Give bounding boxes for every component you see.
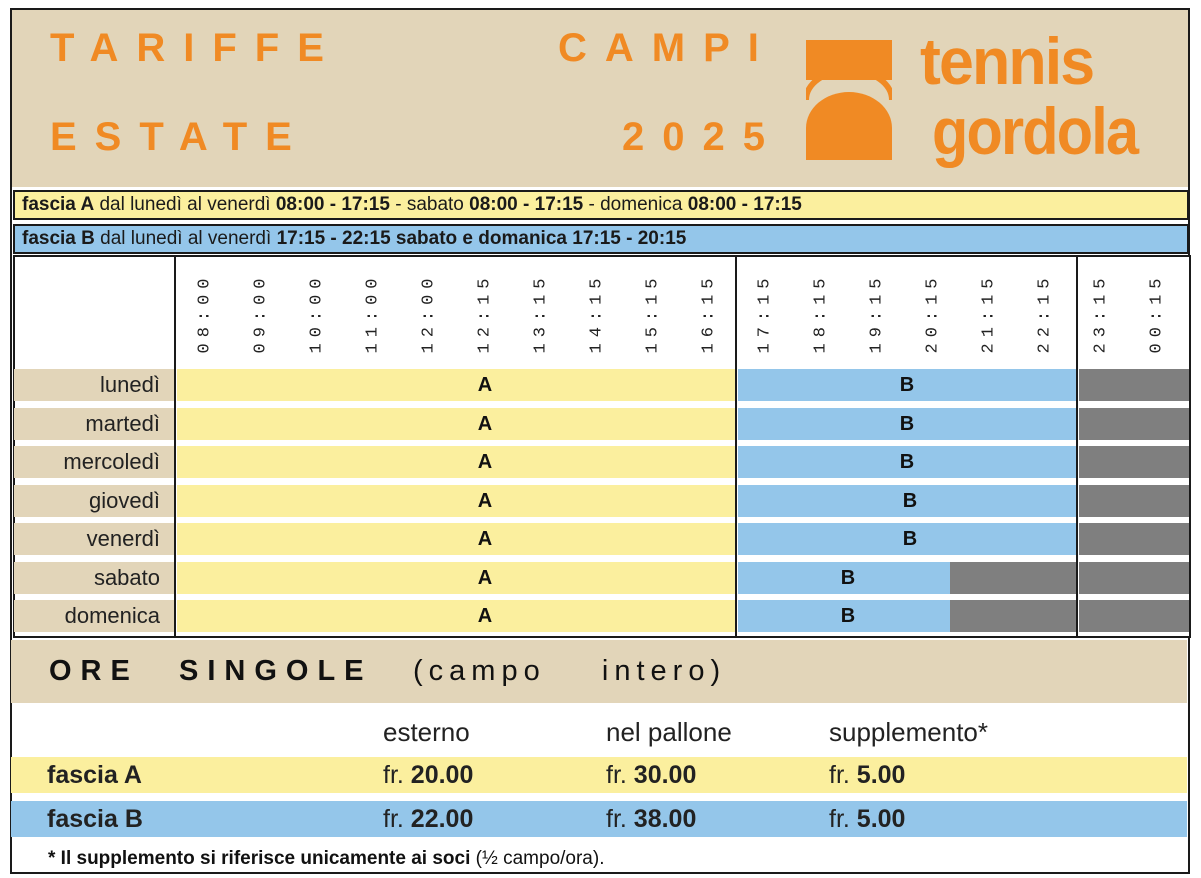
- time-slot-header: [638, 268, 668, 358]
- time-slot-label: 15:15: [643, 272, 663, 354]
- tennis-court-logo-icon: [806, 40, 892, 160]
- col-supplemento: supplemento*: [829, 717, 988, 747]
- day-label: domenica: [14, 600, 175, 632]
- closed-cell: [1079, 485, 1189, 517]
- fascia-a-band: [13, 190, 1189, 220]
- time-slot-label: 18:15: [811, 272, 831, 354]
- day-label: martedì: [14, 408, 175, 440]
- time-slot-header: [750, 268, 780, 358]
- fascia-a-cell-label: A: [477, 528, 493, 550]
- fascia-a-cell: [177, 523, 735, 555]
- fascia-a-text2: - sabato: [389, 194, 470, 215]
- time-slot-header: [918, 268, 948, 358]
- fascia-a-cell-label: A: [477, 490, 493, 512]
- price-row-label: fascia B: [47, 805, 143, 833]
- ore-singole-word2: SINGOLE: [179, 655, 373, 687]
- price-pallone-b: 38.00: [633, 805, 697, 833]
- time-slot-header: [806, 268, 836, 358]
- time-slot-header: [358, 268, 388, 358]
- price-prefix: fr.: [606, 761, 634, 789]
- fascia-b-cell-label: B: [840, 605, 856, 627]
- time-slot-label: 22:15: [1035, 272, 1055, 354]
- time-slot-header: [974, 268, 1004, 358]
- day-label: sabato: [14, 562, 175, 594]
- title-campi: CAMPI: [558, 26, 777, 70]
- fascia-b-cell-label: B: [899, 413, 915, 435]
- time-slot-label: 23:15: [1091, 272, 1111, 354]
- fascia-a-text1: dal lunedì al venerdì: [94, 194, 276, 215]
- time-slot-label: 12:00: [419, 272, 439, 354]
- fascia-b-cell-label: B: [899, 451, 915, 473]
- fascia-a-cell-label: A: [477, 567, 493, 589]
- day-label: giovedì: [14, 485, 175, 517]
- logo-word-tennis: tennis: [920, 24, 1094, 98]
- fascia-a-cell-label: A: [477, 413, 493, 435]
- price-prefix: fr.: [383, 761, 411, 789]
- fascia-b-hours: 17:15 - 22:15 sabato e domanica 17:15 - 20:15: [276, 228, 687, 249]
- closed-cell: [1079, 369, 1189, 401]
- price-pallone-a: 30.00: [633, 761, 697, 789]
- grid-divider-closed: [1076, 255, 1078, 638]
- time-slot-label: 13:15: [531, 272, 551, 354]
- closed-cell: [950, 562, 1077, 594]
- fascia-b-text1: dal lunedì al venerdì: [94, 228, 277, 249]
- closed-cell: [1079, 446, 1189, 478]
- time-slot-label: 08:00: [195, 272, 215, 354]
- price-prefix: fr.: [829, 805, 857, 833]
- fascia-a-cell: [177, 369, 735, 401]
- time-slot-header: [862, 268, 892, 358]
- logo-word-gordola: gordola: [932, 94, 1138, 168]
- fascia-b-cell-label: B: [899, 374, 915, 396]
- time-slot-header: [582, 268, 612, 358]
- note-bold: * Il supplemento si riferisce unicamente ai soci: [48, 848, 471, 869]
- closed-cell: [1079, 408, 1189, 440]
- time-slot-header: [694, 268, 724, 358]
- ore-singole-header: [11, 640, 1187, 703]
- time-slot-header: [414, 268, 444, 358]
- time-slot-header: [1086, 268, 1116, 358]
- price-prefix: fr.: [829, 761, 857, 789]
- fascia-a-cell: [177, 562, 735, 594]
- time-slot-header: [190, 268, 220, 358]
- time-slot-header: [470, 268, 500, 358]
- closed-cell: [1079, 600, 1189, 632]
- col-esterno: esterno: [383, 717, 470, 747]
- fascia-a-cell-label: A: [477, 374, 493, 396]
- title-estate: ESTATE: [50, 115, 310, 159]
- price-row-fascia-a: [11, 757, 1187, 793]
- fascia-a-cell: [177, 485, 735, 517]
- fascia-b-cell-label: B: [902, 490, 918, 512]
- fascia-a-cell-label: A: [477, 451, 493, 473]
- fascia-a-hours1: 08:00 - 17:15: [275, 194, 390, 215]
- col-nel-pallone: nel pallone: [606, 717, 732, 747]
- time-slot-header: [246, 268, 276, 358]
- time-slot-label: 14:15: [587, 272, 607, 354]
- ore-singole-word1: ORE: [49, 655, 139, 687]
- title-tariffe: TARIFFE: [50, 26, 342, 70]
- time-slot-label: 00:15: [1147, 272, 1167, 354]
- fascia-a-hours2: 08:00 - 17:15: [469, 194, 584, 215]
- price-supplemento-a: 5.00: [856, 761, 906, 789]
- day-label: lunedì: [14, 369, 175, 401]
- time-slot-header: [526, 268, 556, 358]
- fascia-b-cell-label: B: [902, 528, 918, 550]
- fascia-a-label: fascia A: [22, 194, 95, 215]
- time-slot-header: [1030, 268, 1060, 358]
- price-supplemento-b: 5.00: [856, 805, 906, 833]
- price-prefix: fr.: [383, 805, 411, 833]
- closed-cell: [1079, 562, 1189, 594]
- fascia-b-cell-label: B: [840, 567, 856, 589]
- fascia-b-band: [13, 224, 1189, 254]
- day-label: mercoledì: [14, 446, 175, 478]
- grid-divider-days: [174, 255, 176, 638]
- fascia-a-cell-label: A: [477, 605, 493, 627]
- time-slot-label: 12:15: [475, 272, 495, 354]
- time-slot-label: 17:15: [755, 272, 775, 354]
- title-year: 2025: [622, 115, 783, 159]
- price-prefix: fr.: [606, 805, 634, 833]
- time-slot-header: [302, 268, 332, 358]
- fascia-a-cell: [177, 600, 735, 632]
- day-label: venerdì: [14, 523, 175, 555]
- time-slot-label: 10:00: [307, 272, 327, 354]
- fascia-a-cell: [177, 446, 735, 478]
- fascia-a-cell: [177, 408, 735, 440]
- price-row-label: fascia A: [47, 761, 142, 789]
- time-slot-label: 19:15: [867, 272, 887, 354]
- time-slot-header: [1142, 268, 1172, 358]
- fascia-b-label: fascia B: [22, 228, 95, 249]
- price-row-fascia-b: [11, 801, 1187, 837]
- grid-divider-fascia: [735, 255, 737, 638]
- ore-singole-subtitle: (campo intero): [413, 655, 727, 687]
- time-slot-label: 20:15: [923, 272, 943, 354]
- time-slot-label: 11:00: [363, 272, 383, 354]
- fascia-a-text3: - domenica: [583, 194, 688, 215]
- price-esterno-a: 20.00: [410, 761, 474, 789]
- closed-cell: [950, 600, 1077, 632]
- fascia-a-hours3: 08:00 - 17:15: [687, 194, 802, 215]
- closed-cell: [1079, 523, 1189, 555]
- time-slot-label: 09:00: [251, 272, 271, 354]
- supplement-note: [48, 848, 604, 870]
- price-esterno-b: 22.00: [410, 805, 474, 833]
- note-rest: (½ campo/ora).: [470, 848, 605, 869]
- time-slot-label: 21:15: [979, 272, 999, 354]
- time-slot-label: 16:15: [699, 272, 719, 354]
